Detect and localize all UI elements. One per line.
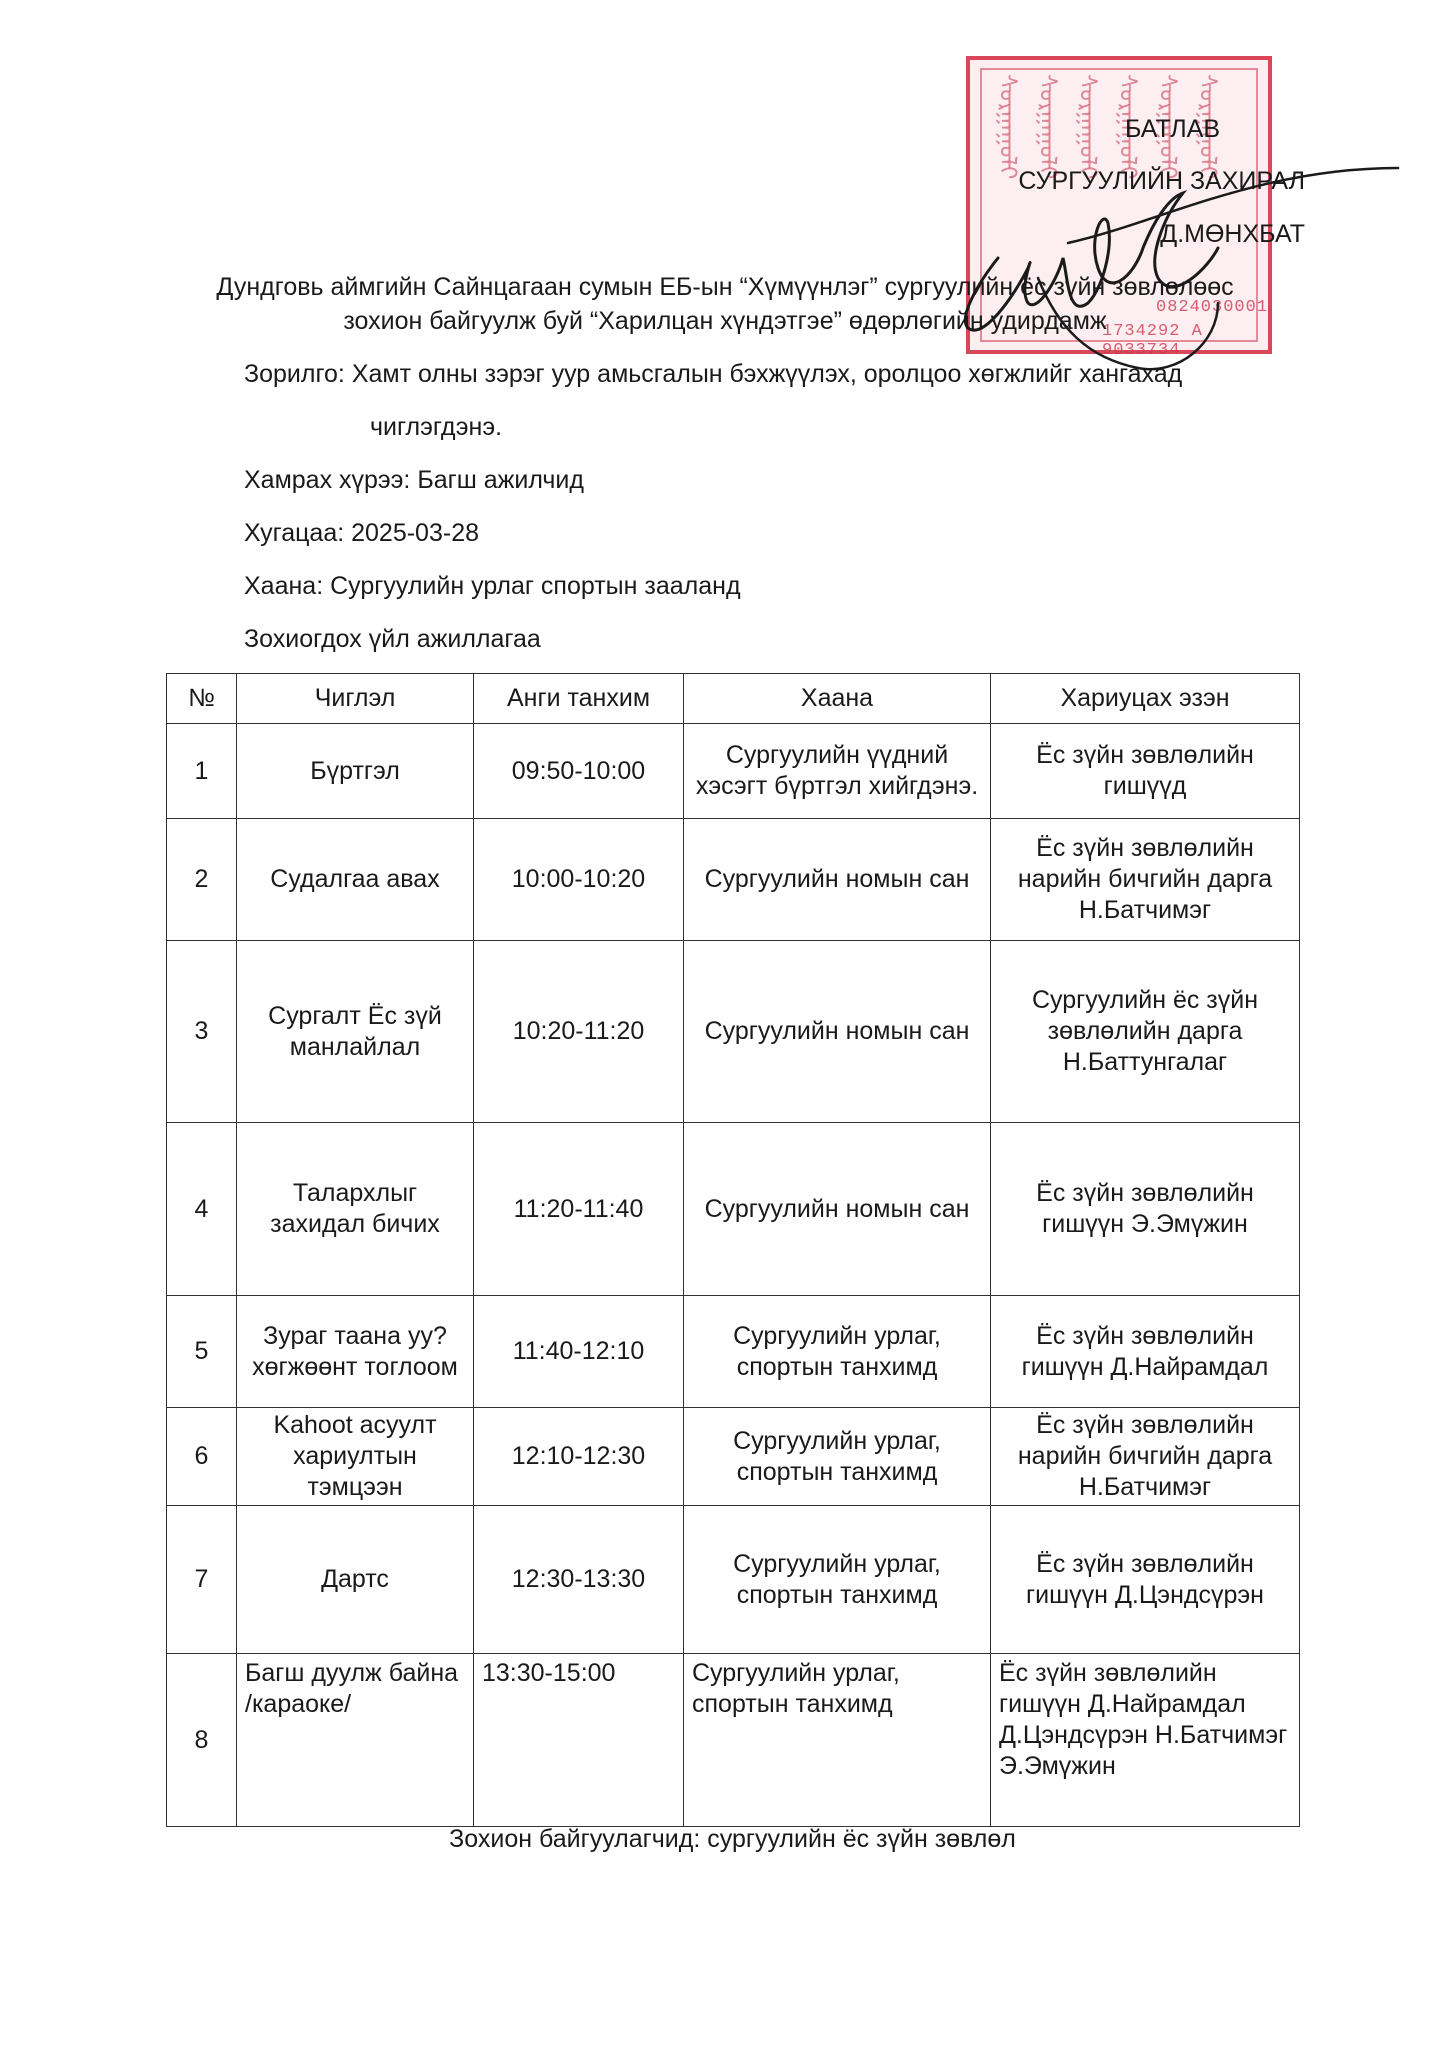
title-line-1: Дундговь аймгийн Сайнцагаан сумын ЕБ-ын “Хүмүүнлэг” сургуулийн ёс зүйн зөвлөлөөс [216,273,1234,301]
stamp-mongolian-script: ᠰᠤᠷᠭᠠᠭᠤᠯᠢ [1034,74,1061,180]
row-time: 12:10-12:30 [474,1408,684,1506]
row-topic: Зураг таана уу? хөгжөөнт тоглоом [237,1296,474,1408]
row-time: 12:30-13:30 [474,1506,684,1654]
row-place: Сургуулийн урлаг, спортын танхимд [684,1506,991,1654]
table-row [167,941,1300,1123]
date-line: Хугацаа: 2025-03-28 [244,519,479,547]
row-place: Сургуулийн үүдний хэсэгт бүртгэл хийгдэнэ. [684,724,991,819]
row-place: Сургуулийн номын сан [684,819,991,941]
row-owner: Ёс зүйн зөвлөлийн гишүүн Д.Найрамдал [991,1296,1300,1408]
row-place: Сургуулийн номын сан [684,941,991,1123]
row-topic: Талархлыг захидал бичих [237,1123,474,1296]
row-place: Сургуулийн номын сан [684,1123,991,1296]
row-place: Сургуулийн урлаг, спортын танхимд [684,1296,991,1408]
goal-line-1: Зорилго: Хамт олны зэрэг уур амьсгалын бэхжүүлэх, оролцоо хөгжлийг хангахад [244,360,1183,388]
row-time: 11:40-12:10 [474,1296,684,1408]
row-time: 11:20-11:40 [474,1123,684,1296]
header-owner: Хариуцах эзэн [991,674,1300,724]
row-topic: Сургалт Ёс зүй манлайлал [237,941,474,1123]
row-owner: Ёс зүйн зөвлөлийн гишүүн Д.Найрамдал Д.Цэндсүрэн Н.Батчимэг Э.Эмүжин [991,1654,1300,1827]
schedule-table [166,673,1300,1827]
header-topic: Чиглэл [237,674,474,724]
row-time: 09:50-10:00 [474,724,684,819]
approval-name: Д.МӨНХБАТ [1160,220,1305,248]
stamp-mongolian-script: ᠰᠤᠷᠭᠠᠭᠤᠯᠢ [1074,74,1101,180]
table-row [167,819,1300,941]
stamp-number: 0824030001 [1156,298,1269,317]
row-time: 13:30-15:00 [474,1654,684,1827]
row-topic: Kahoot асуулт хариултын тэмцээн [237,1408,474,1506]
activities-heading: Зохиогдох үйл ажиллагаа [244,625,541,653]
row-time: 10:00-10:20 [474,819,684,941]
row-owner: Ёс зүйн зөвлөлийн гишүүн Д.Цэндсүрэн [991,1506,1300,1654]
stamp-mongolian-script: ᠰᠤᠷᠭᠠᠭᠤᠯᠢ [1154,74,1181,180]
place-line: Хаана: Сургуулийн урлаг спортын зааланд [244,572,741,600]
row-owner: Ёс зүйн зөвлөлийн гишүүн Э.Эмүжин [991,1123,1300,1296]
title-line-2: зохион байгуулж буй “Харилцан хүндэтгэе” өдөрлөгийн удирдамж [343,307,1107,335]
stamp-number: 1734292 А 9033734 [1102,322,1203,360]
row-number: 4 [167,1123,237,1296]
scope-line: Хамрах хүрээ: Багш ажилчид [244,466,584,494]
table-row [167,1654,1300,1827]
row-owner: Сургуулийн ёс зүйн зөвлөлийн дарга Н.Баттунгалаг [991,941,1300,1123]
row-number: 5 [167,1296,237,1408]
row-topic: Дартс [237,1506,474,1654]
row-owner: Ёс зүйн зөвлөлийн нарийн бичгийн дарга Н.Батчимэг [991,1408,1300,1506]
organizers-line: Зохион байгуулагчид: сургуулийн ёс зүйн зөвлөл [449,1825,1016,1853]
table-row [167,724,1300,819]
table-row [167,1408,1300,1506]
document-title [150,270,1300,338]
table-row [167,1506,1300,1654]
stamp-mongolian-script: ᠰᠤᠷᠭᠠᠭᠤᠯᠢ [994,74,1021,180]
row-place: Сургуулийн урлаг, спортын танхимд [684,1654,991,1827]
table-row [167,1296,1300,1408]
row-number: 2 [167,819,237,941]
row-owner: Ёс зүйн зөвлөлийн нарийн бичгийн дарга Н.Батчимэг [991,819,1300,941]
header-place: Хаана [684,674,991,724]
header-time: Анги танхим [474,674,684,724]
stamp-mongolian-script: ᠰᠤᠷᠭᠠᠭᠤᠯᠢ [1114,74,1141,180]
row-number: 1 [167,724,237,819]
table-header-row [167,674,1300,724]
row-number: 6 [167,1408,237,1506]
row-place: Сургуулийн урлаг, спортын танхимд [684,1408,991,1506]
row-number: 7 [167,1506,237,1654]
table-row [167,1123,1300,1296]
header-number: № [167,674,237,724]
row-topic: Бүртгэл [237,724,474,819]
row-number: 8 [167,1654,237,1827]
row-number: 3 [167,941,237,1123]
row-topic: Багш дуулж байна /караоке/ [237,1654,474,1827]
row-time: 10:20-11:20 [474,941,684,1123]
signature [918,128,1408,388]
approval-position: СУРГУУЛИЙН ЗАХИРАЛ [1018,167,1305,195]
row-topic: Судалгаа авах [237,819,474,941]
approval-heading: БАТЛАВ [1124,115,1220,143]
row-owner: Ёс зүйн зөвлөлийн гишүүд [991,724,1300,819]
stamp-mongolian-script: ᠰᠤᠷᠭᠠᠭᠤᠯᠢ [1194,74,1221,180]
goal-line-2: чиглэгдэнэ. [370,413,503,441]
